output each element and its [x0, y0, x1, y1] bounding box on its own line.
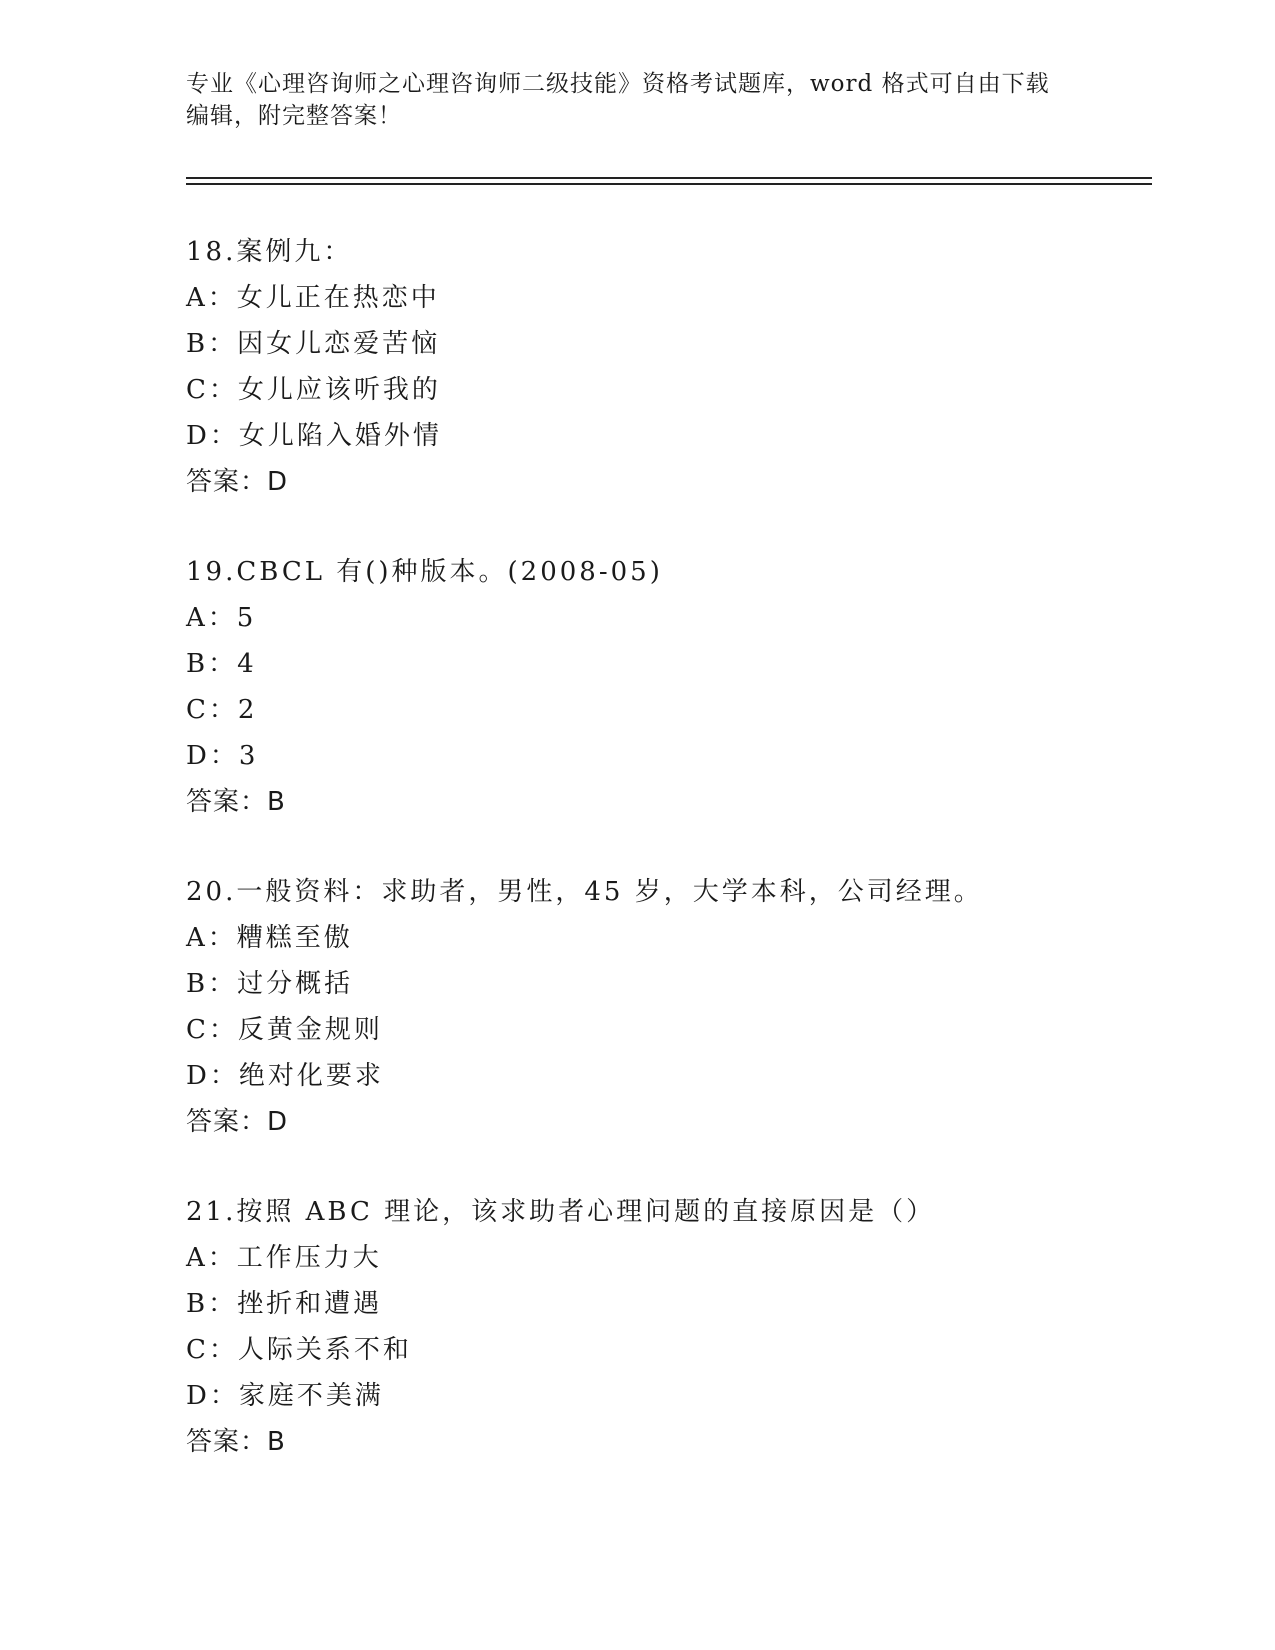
option-c: C：人际关系不和	[186, 1335, 412, 1365]
option-a: A：5	[186, 603, 257, 633]
answer: 答案：D	[186, 1107, 289, 1137]
option-c: C：2	[186, 695, 258, 725]
option-c: C：女儿应该听我的	[186, 375, 441, 405]
header-divider-top	[186, 177, 1152, 179]
option-b: B：因女儿恋爱苦恼	[186, 329, 441, 359]
answer: 答案：B	[186, 1427, 286, 1457]
answer: 答案：B	[186, 787, 286, 817]
option-d: D：女儿陷入婚外情	[186, 421, 442, 451]
option-b: B：挫折和遭遇	[186, 1289, 383, 1319]
option-d: D：绝对化要求	[186, 1061, 384, 1091]
header-line-1: 专业《心理咨询师之心理咨询师二级技能》资格考试题库，word 格式可自由下载	[186, 71, 1050, 97]
answer: 答案：D	[186, 467, 289, 497]
question-20	[186, 869, 1146, 1145]
question-stem: 21.按照 ABC 理论，该求助者心理问题的直接原因是（）	[186, 1197, 936, 1227]
document-header	[186, 68, 1086, 132]
option-a: A：女儿正在热恋中	[186, 283, 440, 313]
header-line-2: 编辑，附完整答案！	[186, 103, 402, 129]
option-d: D：家庭不美满	[186, 1381, 384, 1411]
option-b: B：过分概括	[186, 969, 354, 999]
question-stem: 18.案例九：	[186, 237, 353, 267]
option-b: B：4	[186, 649, 257, 679]
question-18	[186, 229, 1146, 505]
option-d: D：3	[186, 741, 259, 771]
option-a: A：糟糕至傲	[186, 923, 353, 953]
option-a: A：工作压力大	[186, 1243, 382, 1273]
question-21	[186, 1189, 1146, 1465]
question-stem: 19.CBCL 有()种版本。(2008-05)	[186, 557, 663, 587]
option-c: C：反黄金规则	[186, 1015, 383, 1045]
header-divider-bottom	[186, 183, 1152, 185]
question-19	[186, 549, 1146, 825]
question-stem: 20.一般资料：求助者，男性，45 岁，大学本科，公司经理。	[186, 877, 983, 907]
